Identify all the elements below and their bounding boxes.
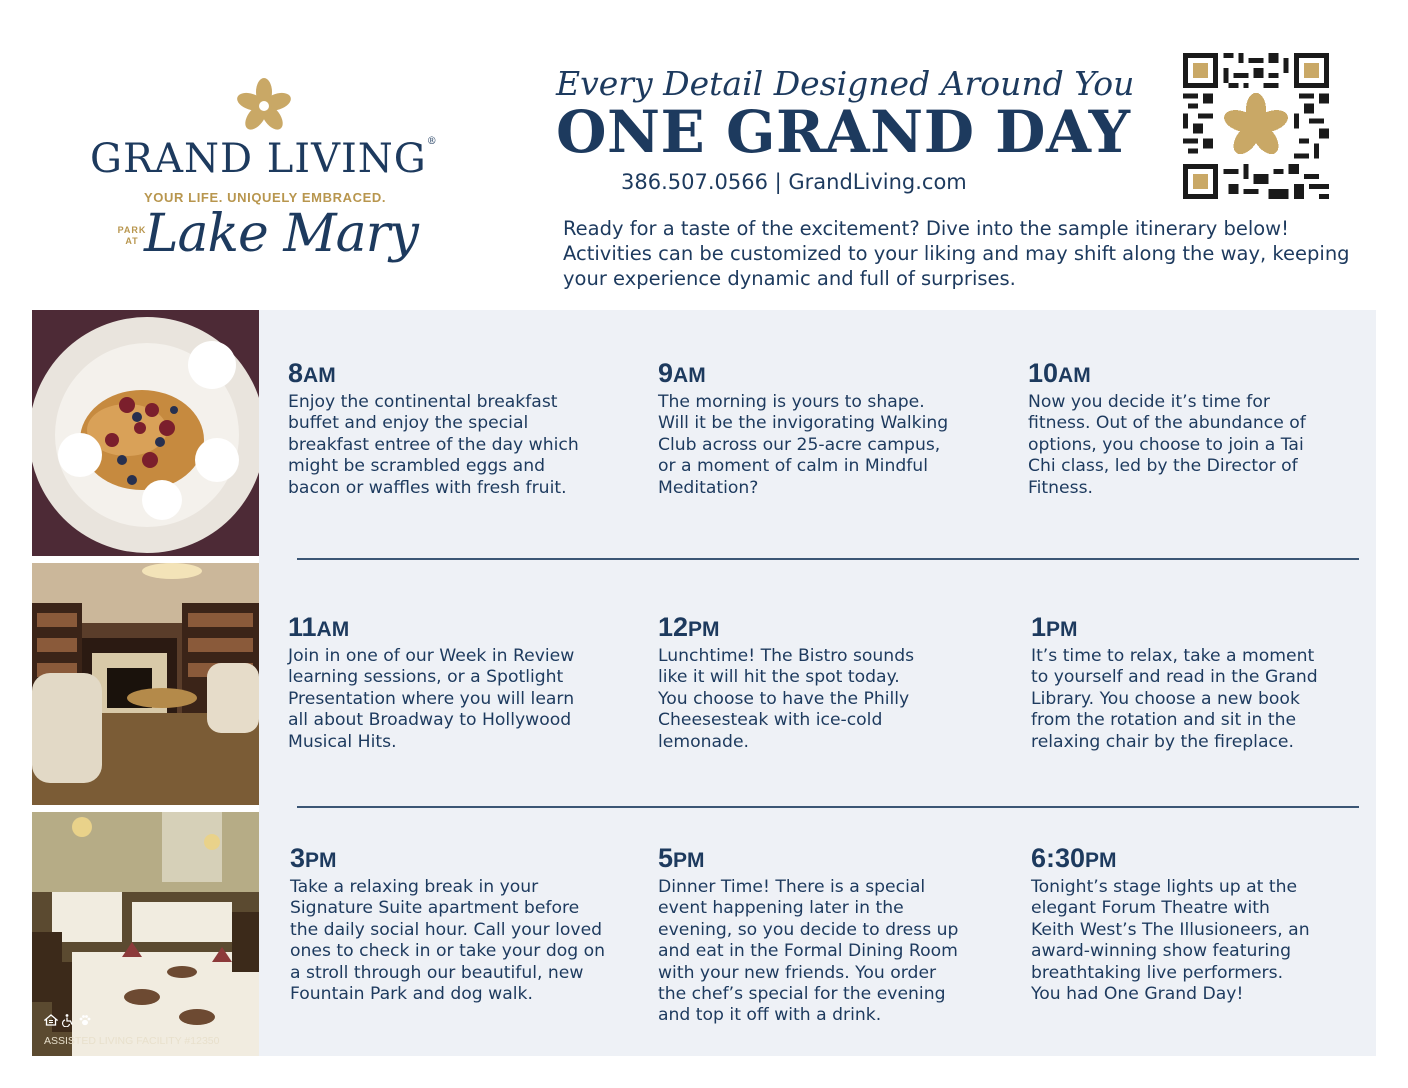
schedule-slot-5pm (658, 843, 1008, 1027)
slot-time: 3PM (290, 843, 337, 873)
page-subtitle: Every Detail Designed Around You (556, 64, 1135, 103)
slot-description: Enjoy the continental breakfast buffet and enjoy the special breakfast entree of the day which might be scrambled eggs and bacon or waffles with fresh fruit. (288, 392, 579, 498)
paw-print-icon (78, 1013, 92, 1027)
schedule-slot-3pm (290, 843, 640, 1005)
slot-time: 10AM (1028, 358, 1091, 388)
schedule-slot-12pm (658, 612, 1008, 753)
schedule-divider (297, 558, 1359, 560)
park-at-label: PARK AT (117, 225, 147, 246)
equal-housing-icon (44, 1013, 58, 1027)
slot-time: 5PM (658, 843, 705, 873)
schedule-slot-9am (658, 358, 1008, 499)
slot-time: 1PM (1031, 612, 1078, 642)
brand-logo (82, 70, 462, 300)
slot-time: 12PM (658, 612, 720, 642)
slot-description: Dinner Time! There is a special event happening later in the evening, so you decide to dress up and eat in the Formal Dining Room with your new friends. You order the chef’s special for the evening and top it off with a drink. (658, 877, 959, 1026)
slot-description: Lunchtime! The Bistro sounds like it will hit the spot today. You choose to have the Philly Cheesesteak with ice-cold lemonade. (658, 646, 915, 752)
slot-time: 9AM (658, 358, 706, 388)
slot-time: 6:30PM (1031, 843, 1117, 873)
schedule-slot-11am (288, 612, 638, 753)
slot-description: Take a relaxing break in your Signature Suite apartment before the daily social hour. Call your loved ones to check in or take your dog on a stroll through our beautiful, new Fountain Park and dog walk. (290, 877, 606, 1005)
location-name: Lake Mary (144, 204, 418, 264)
compliance-badges (44, 1013, 92, 1027)
schedule-slot-1pm (1031, 612, 1381, 753)
slot-description: Join in one of our Week in Review learning sessions, or a Spotlight Presentation where you will learn all about Broadway to Hollywood Musical Hits. (288, 646, 575, 752)
library-photo (32, 563, 259, 805)
breakfast-photo (32, 310, 259, 556)
slot-description: The morning is yours to shape. Will it be the invigorating Walking Club across our 25-acre campus, or a moment of calm in Mindful Meditation? (658, 392, 949, 498)
schedule-slot-8am (288, 358, 638, 499)
slot-description: Now you decide it’s time for fitness. Out of the abundance of options, you choose to join a Tai Chi class, led by the Director of Fitness. (1028, 392, 1306, 498)
slot-time: 11AM (288, 612, 350, 642)
brand-tagline: YOUR LIFE. UNIQUELY EMBRACED. (144, 190, 387, 205)
flower-logo-icon (232, 74, 296, 138)
schedule-divider (297, 806, 1359, 808)
qr-code-icon[interactable] (1183, 53, 1329, 199)
contact-line: 386.507.0566 | GrandLiving.com (621, 170, 967, 194)
page-title: ONE GRAND DAY (556, 98, 1131, 166)
slot-description: Tonight’s stage lights up at the elegant Forum Theatre with Keith West’s The Illusioneers, an award-winning show featuring breathtaking live performers. You had One Grand Day! (1031, 877, 1310, 1005)
slot-time: 8AM (288, 358, 336, 388)
accessibility-icon (61, 1013, 75, 1027)
schedule-slot-10am (1028, 358, 1378, 499)
license-number: ASSISTED LIVING FACILITY #12350 (44, 1035, 220, 1047)
slot-description: It’s time to relax, take a moment to yourself and read in the Grand Library. You choose a new book from the rotation and sit in the relaxing chair by the fireplace. (1031, 646, 1318, 752)
intro-paragraph: Ready for a taste of the excitement? Dive into the sample itinerary below! Activities can be customized to your liking and may shift along the way, keeping your experience dynamic and full of surprises. (563, 217, 1350, 290)
schedule-slot-630pm (1031, 843, 1381, 1005)
brand-name: GRAND LIVING® (90, 136, 438, 182)
